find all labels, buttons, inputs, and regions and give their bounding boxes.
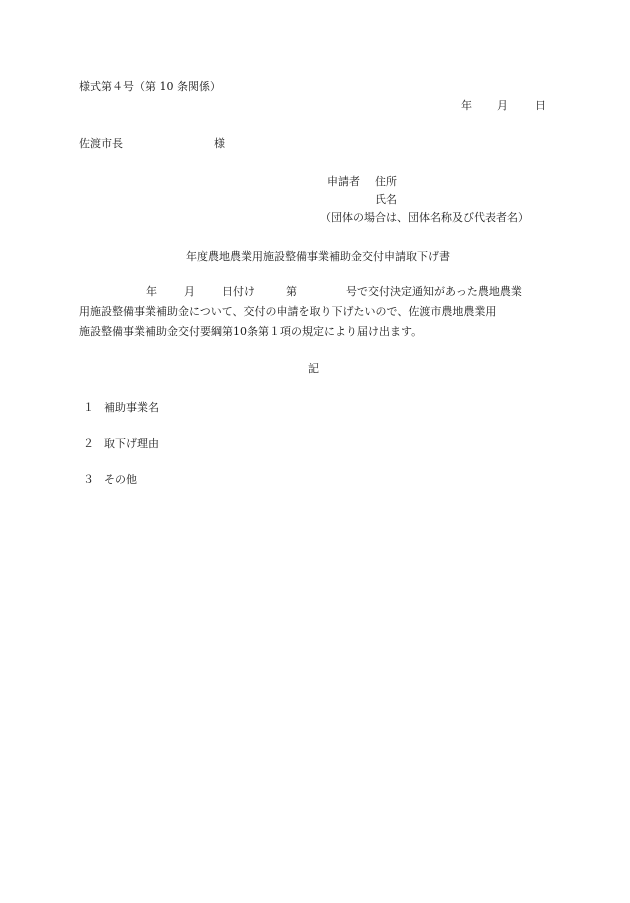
document-title: 年度農地農業用施設整備事業補助金交付申請取下げ書 xyxy=(186,250,450,263)
body-number-prefix: 第 xyxy=(286,285,297,298)
item-label: 補助事業名 xyxy=(104,401,159,414)
body-line-3: 施設整備事業補助金交付要綱第10条第１項の規定により届け出ます。 xyxy=(79,325,423,338)
item-label: その他 xyxy=(104,473,137,486)
ki-heading: 記 xyxy=(308,362,319,375)
item-number: ３ xyxy=(83,473,94,486)
body-month-label: 月 xyxy=(184,285,195,298)
body-date-label: 日付け xyxy=(222,285,255,298)
applicant-address-label: 住所 xyxy=(375,175,397,188)
date-month-label: 月 xyxy=(497,99,508,112)
body-line-2: 用施設整備事業補助金について、交付の申請を取り下げたいので、佐渡市農地農業用 xyxy=(79,305,497,318)
addressee-name: 佐渡市長 xyxy=(79,137,123,150)
body-year-label: 年 xyxy=(146,285,157,298)
applicant-label: 申請者 xyxy=(327,175,360,188)
form-number-label: 様式第４号（第 10 条関係） xyxy=(79,80,221,93)
date-year-label: 年 xyxy=(461,99,472,112)
applicant-group-note: （団体の場合は、団体名称及び代表者名） xyxy=(320,211,529,224)
item-label: 取下げ理由 xyxy=(104,437,159,450)
item-number: ２ xyxy=(83,437,94,450)
addressee-honorific: 様 xyxy=(214,137,225,150)
date-day-label: 日 xyxy=(535,99,546,112)
applicant-name-label: 氏名 xyxy=(375,193,397,206)
body-line-1-text: 号で交付決定通知があった農地農業 xyxy=(346,285,522,298)
item-number: １ xyxy=(83,401,94,414)
